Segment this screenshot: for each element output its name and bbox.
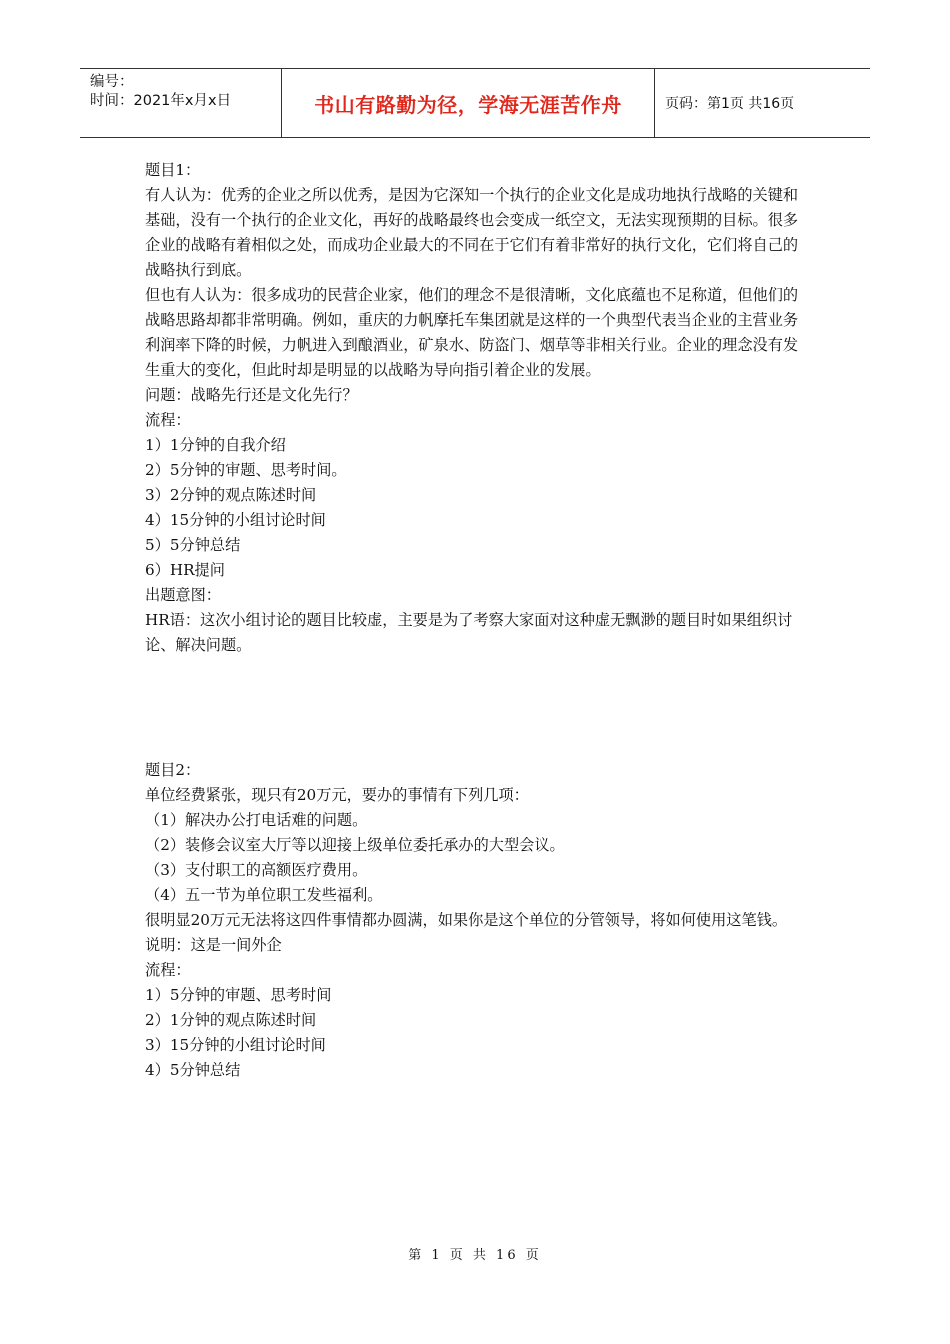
header-motto: 书山有路勤为径，学海无涯苦作舟 [282, 69, 655, 137]
topic-1-hr-note: HR语：这次小组讨论的题目比较虚，主要是为了考察大家面对这种虚无飘渺的题目时如果组织讨论、解决问题。 [145, 611, 793, 654]
page-footer: 第 1 页 共 16 页 [408, 1248, 542, 1263]
topic-1-question: 问题：战略先行还是文化先行？ [145, 386, 358, 404]
topic-1-step: 3）2分钟的观点陈述时间 [145, 486, 317, 504]
topic-1-paragraph-1: 有人认为：优秀的企业之所以优秀，是因为它深知一个执行的企业文化是成功地执行战略的关键和基础，没有一个执行的企业文化，再好的战略最终也会变成一纸空文，无法实现预期的目标。很多企业的战略有着相似之处，而成功企业最大的不同在于它们有着非常好的执行文化，它们将自己的战略执行到底。 [145, 186, 799, 279]
topic-2-item: （3）支付职工的高额医疗费用。 [145, 861, 368, 879]
topic-2-step: 1）5分钟的审题、思考时间 [145, 986, 332, 1004]
topic-2-step: 3）15分钟的小组讨论时间 [145, 1036, 326, 1054]
topic-1-title: 题目1： [145, 161, 201, 179]
topic-2-step: 2）1分钟的观点陈述时间 [145, 1011, 317, 1029]
topic-2-intro: 单位经费紧张，现只有20万元，要办的事情有下列几项： [145, 786, 529, 804]
topic-2-question: 很明显20万元无法将这四件事情都办圆满，如果你是这个单位的分管领导，将如何使用这笔钱。 [145, 911, 788, 929]
date-label: 时间：2021年x月x日 [90, 93, 232, 109]
topic-1-step: 1）1分钟的自我介绍 [145, 436, 286, 454]
topic-1-process-label: 流程： [145, 411, 191, 429]
topic-2-process-label: 流程： [145, 961, 191, 979]
topic-1-step: 5）5分钟总结 [145, 536, 241, 554]
topic-1-step: 4）15分钟的小组讨论时间 [145, 511, 326, 529]
number-label: 编号： [90, 74, 134, 90]
topic-2-section [145, 758, 810, 1083]
topic-1-intent-label: 出题意图： [145, 586, 221, 604]
topic-2-item: （1）解决办公打电话难的问题。 [145, 811, 368, 829]
document-body [145, 158, 810, 1083]
topic-1-paragraph-2: 但也有人认为：很多成功的民营企业家，他们的理念不是很清晰，文化底蕴也不足称道，但他们的战略思路却都非常明确。例如，重庆的力帆摩托车集团就是这样的一个典型代表当企业的主营业务利润率下降的时候，力帆进入到酿酒业，矿泉水、防盗门、烟草等非相关行业。企业的理念没有发生重大的变化，但此时却是明显的以战略为导向指引着企业的发展。 [145, 286, 799, 379]
topic-2-title: 题目2： [145, 761, 201, 779]
topic-2-item: （2）装修会议室大厅等以迎接上级单位委托承办的大型会议。 [145, 836, 565, 854]
topic-2-note: 说明：这是一间外企 [145, 936, 282, 954]
page-header [80, 68, 870, 138]
topic-1-section [145, 158, 810, 658]
topic-2-step: 4）5分钟总结 [145, 1061, 241, 1079]
topic-1-step: 6）HR提问 [145, 561, 225, 579]
topic-2-item: （4）五一节为单位职工发些福利。 [145, 886, 383, 904]
header-page-info: 页码：第1页 共16页 [665, 96, 795, 112]
header-meta [80, 69, 282, 137]
topic-1-step: 2）5分钟的审题、思考时间。 [145, 461, 347, 479]
